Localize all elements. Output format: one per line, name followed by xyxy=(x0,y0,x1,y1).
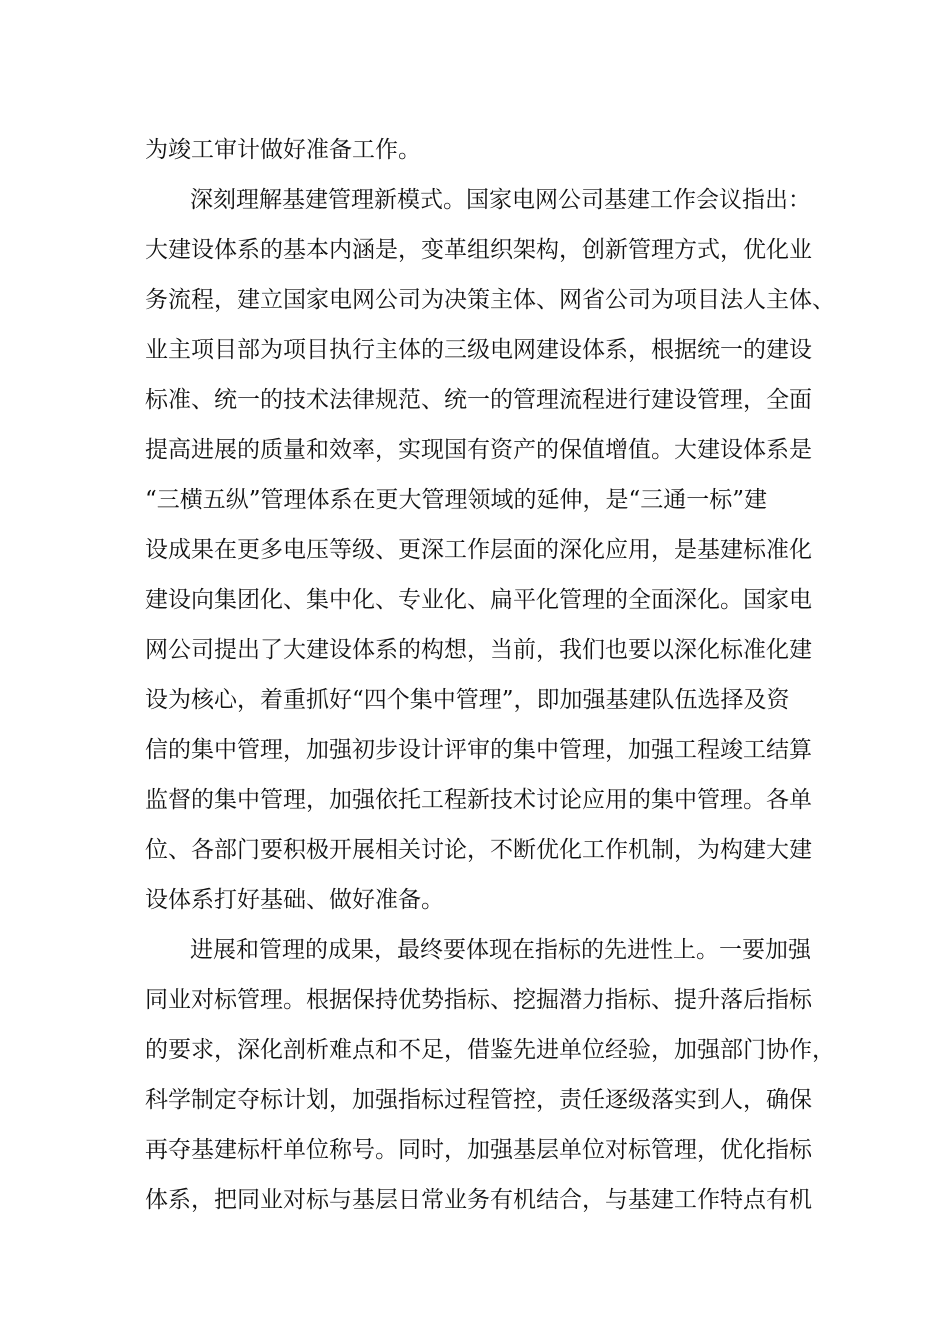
text-line: 再夺基建标杆单位称号。同时，加强基层单位对标管理，优化指标 xyxy=(145,1137,812,1163)
text-line: 体系，把同业对标与基层日常业务有机结合，与基建工作特点有机 xyxy=(145,1187,812,1213)
text-line: 监督的集中管理，加强依托工程新技术讨论应用的集中管理。各单 xyxy=(145,787,812,813)
text-line: “三横五纵”管理体系在更大管理领域的延伸，是“三通一标”建 xyxy=(145,487,768,513)
text-line: 科学制定夺标计划，加强指标过程管控，责任逐级落实到人，确保 xyxy=(145,1087,812,1113)
text-line: 大建设体系的基本内涵是，变革组织架构，创新管理方式，优化业 xyxy=(145,237,812,263)
text-line: 标准、统一的技术法律规范、统一的管理流程进行建设管理，全面 xyxy=(145,387,812,413)
text-line: 同业对标管理。根据保持优势指标、挖掘潜力指标、提升落后指标 xyxy=(145,987,812,1013)
text-line: 设成果在更多电压等级、更深工作层面的深化应用，是基建标准化 xyxy=(145,537,812,563)
paragraph-start-line: 深刻理解基建管理新模式。国家电网公司基建工作会议指出： xyxy=(190,187,811,213)
text-line: 提高进展的质量和效率，实现国有资产的保值增值。大建设体系是 xyxy=(145,437,812,463)
text-line: 的要求，深化剖析难点和不足，借鉴先进单位经验，加强部门协作， xyxy=(145,1037,835,1063)
paragraph-start-line: 进展和管理的成果，最终要体现在指标的先进性上。一要加强 xyxy=(190,937,811,963)
text-line: 为竣工审计做好准备工作。 xyxy=(145,137,421,163)
text-line: 信的集中管理，加强初步设计评审的集中管理，加强工程竣工结算 xyxy=(145,737,812,763)
text-line: 建设向集团化、集中化、专业化、扁平化管理的全面深化。国家电 xyxy=(145,587,812,613)
text-line: 务流程，建立国家电网公司为决策主体、网省公司为项目法人主体、 xyxy=(145,287,835,313)
text-line: 位、各部门要积极开展相关讨论，不断优化工作机制，为构建大建 xyxy=(145,837,812,863)
text-line: 业主项目部为项目执行主体的三级电网建设体系，根据统一的建设 xyxy=(145,337,812,363)
text-line: 设为核心，着重抓好“四个集中管理”，即加强基建队伍选择及资 xyxy=(145,687,790,713)
text-line: 设体系打好基础、做好准备。 xyxy=(145,887,444,913)
text-line: 网公司提出了大建设体系的构想，当前，我们也要以深化标准化建 xyxy=(145,637,812,663)
